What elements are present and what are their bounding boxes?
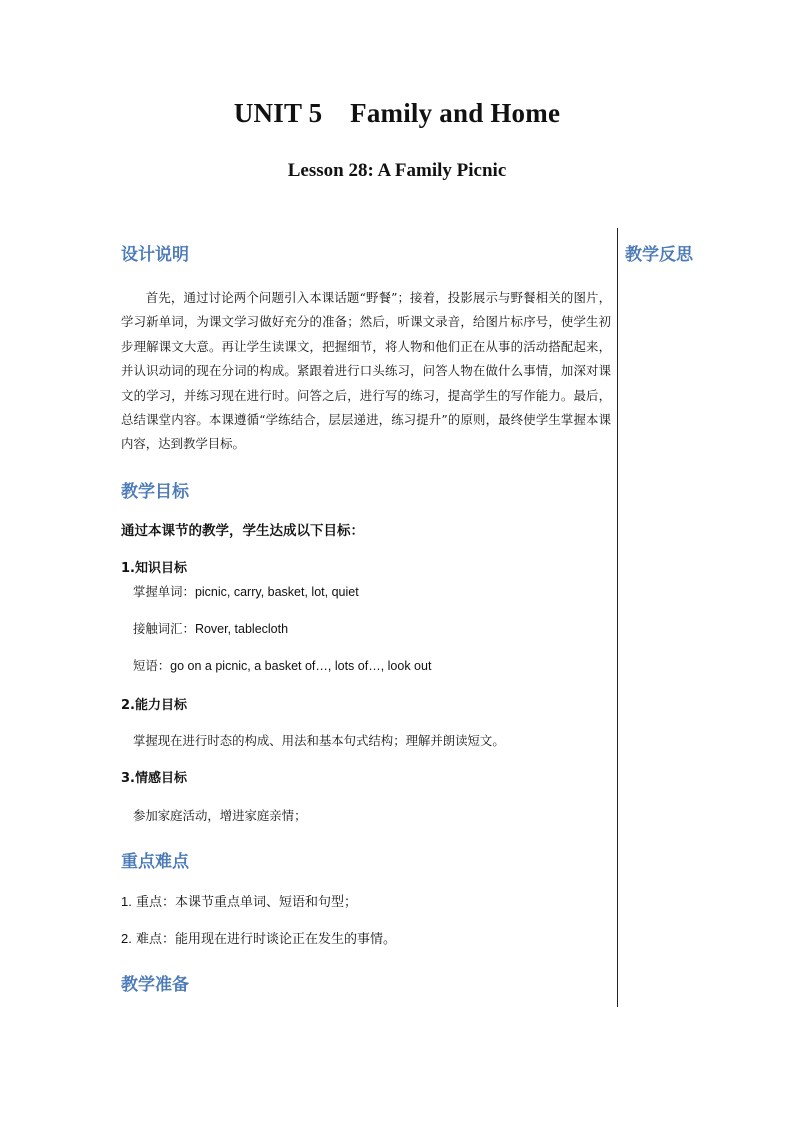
item-label: 接触词汇： [133, 621, 195, 636]
item-text: go on a picnic, a basket of…, lots of…, look out [170, 659, 432, 673]
reflection-heading: 教学反思 [625, 245, 693, 265]
keypoint-label: 重点 [135, 895, 162, 910]
vocab-item-phrases [133, 656, 431, 674]
design-paragraph: 首先，通过讨论两个问题引入本课话题“野餐”；接着，投影展示与野餐相关的图片，学习新单词，为课文学习做好充分的准备；然后，听课文录音，给图片标序号，使学生初步理解课文大意。再让学生读课文，把握细节，将人物和他们正在从事的活动搭配起来，并认识动词的现在分词的构成。紧跟着进行口头练习，问答人物在做什么事情，加深对课文的学习，并练习现在进行时。问答之后，进行写的练习，提高学生的写作能力。最后，总结课堂内容。本课遵循“学练结合，层层递进，练习提升”的原则，最终使学生掌握本课内容，达到教学目标。 [121, 290, 611, 452]
keypoint-item [121, 891, 357, 910]
keypoint-text: ：能用现在进行时谈论正在发生的事情。 [162, 932, 397, 947]
emotion-heading: 3.情感目标 [121, 771, 187, 786]
ability-text: 掌握现在进行时态的构成、用法和基本句式结构；理解并朗读短文。 [133, 733, 505, 748]
vocab-item-words [133, 582, 359, 600]
keypoint-number: 2. [121, 931, 132, 946]
emotion-text: 参加家庭活动，增进家庭亲情； [133, 808, 307, 823]
objectives-intro: 通过本课节的教学，学生达成以下目标： [121, 523, 364, 539]
ability-heading: 2.能力目标 [121, 698, 187, 713]
column-divider [617, 228, 618, 1007]
vocab-item-exposure [133, 619, 288, 637]
keypoint-item [121, 928, 396, 947]
item-label: 短语： [133, 658, 171, 673]
unit-title: UNIT 5 Family and Home [233, 98, 561, 128]
keypoints-heading: 重点难点 [121, 852, 189, 872]
keypoint-text: ：本课节重点单词、短语和句型； [162, 895, 358, 910]
design-heading: 设计说明 [121, 245, 189, 265]
item-text: picnic, carry, basket, lot, quiet [194, 585, 359, 599]
objectives-heading: 教学目标 [121, 482, 189, 502]
keypoint-label: 难点 [135, 932, 162, 947]
knowledge-heading: 1.知识目标 [121, 561, 187, 576]
keypoint-number: 1. [121, 894, 132, 909]
lesson-title: Lesson 28: A Family Picnic [287, 160, 507, 181]
item-text: Rover, tablecloth [194, 622, 289, 636]
item-label: 掌握单词： [133, 584, 195, 599]
preparation-heading: 教学准备 [121, 975, 189, 995]
